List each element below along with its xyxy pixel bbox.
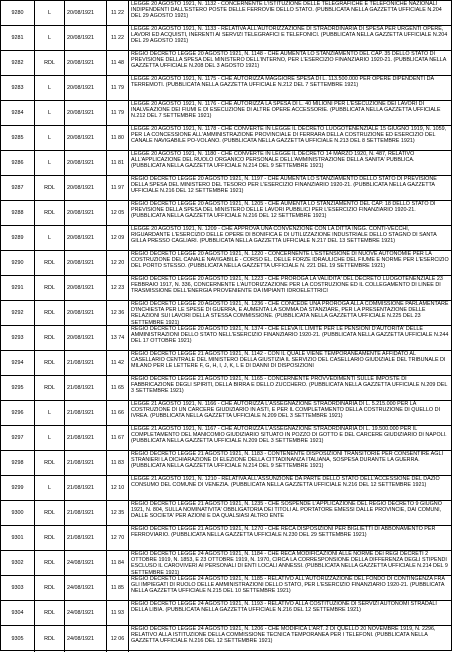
row-number	[1, 501, 35, 525]
page-reference	[107, 26, 129, 50]
act-date-text: 20/08/1921	[67, 209, 94, 216]
act-type-text: RDL	[44, 609, 55, 616]
act-type	[35, 176, 65, 200]
act-description	[129, 101, 451, 125]
act-description	[129, 201, 451, 225]
page-reference-text: 11 81	[110, 159, 125, 166]
act-description-text: REGIO DECRETO LEGGE 20 AGOSTO 1921, N. 1374 - CHE ELEVA IL LIMITE PER LE PENSIONI D'AUTORITA' DELLE AMMINISTRAZIONI DELLO STATO NELL'ESERCIZIO FINANZIARIO 1920-21. (PUBBLICATA NELLA GAZZETTA UFFICIALE N.244 DEL 17 OTTOBRE 1921)	[131, 326, 449, 345]
act-description-text: LEGGE 21 AGOSTO 1921, N. 1167 - CHE AUTORIZZA L'ASSEGNAZIONE STRAORDINARIA DI L. 19.500.000 PER IL COMPLETAMENTO DEL MANICOMIO GIUDIZIARIO SITUATO IN POZZO DI GOTTO E DEL CARCERE GIUDIZIARIO DI NAPOLI. (PUBBLICATA NELLA GAZZETTA UFFICIALE N.209 DEL 3 SETTEMBRE 1921)	[131, 426, 447, 445]
row-number	[1, 401, 35, 425]
act-date	[65, 1, 107, 25]
act-date-text: 20/08/1921	[67, 309, 94, 316]
act-date	[65, 376, 107, 400]
act-date	[65, 526, 107, 550]
page-reference-text: 12 35	[110, 509, 125, 516]
table-row	[1, 626, 451, 652]
page-reference	[107, 201, 129, 225]
act-description-text: REGIO DECRETO LEGGE 24 AGOSTO 1921, N. 1193 - RELATIVO ALLA COSTITUZIONE DI SERVIZI AUTONOMI STRADALI DELLA LIBIA. (PUBBLICATA NELLA GAZZETTA UFFICIALE N.216 DEL 12 SETTEMBRE 1921)	[131, 601, 437, 614]
act-type-text: RDL	[44, 635, 55, 642]
table-row	[1, 526, 451, 551]
page-reference	[107, 501, 129, 525]
row-number-text: 9290	[11, 259, 24, 266]
row-number-text: 9285	[11, 134, 24, 141]
table-row	[1, 151, 451, 176]
row-number-text: 9292	[11, 309, 24, 316]
page-reference-text: 12 10	[110, 484, 125, 491]
act-type-text: RDL	[44, 334, 55, 341]
act-date-text: 20/08/1921	[67, 184, 94, 191]
act-description-text: REGIO DECRETO LEGGE 21 AGOSTO 1921, N. 1235 - CHE SOSPENDE L'APPLICAZIONE DEL REGIO DECRETO 9 GIUGNO 1921, N. 804, SULLA NOMINATIVITA' OBBLIGATORIA DEI TITOLI AL PORTATORE EMESSI DALLE PROVINCIE, DAI COMUNI, DALLE SOCIETA' PER AZIONI E DA QUALSIASI ALTRO ENTE	[131, 501, 442, 520]
act-type-text: RDL	[44, 559, 55, 566]
table-row	[1, 176, 451, 201]
act-description	[129, 176, 451, 200]
row-number	[1, 601, 35, 625]
act-date	[65, 301, 107, 325]
act-date-text: 20/08/1921	[67, 284, 94, 291]
act-description-text: LEGGE 20 AGOSTO 1921, N. 1180 - CHE CONVERTE IN LEGGE IL DECRETO 14 MARZO 1920, N. 487, RELATIVO ALL'APPLICAZIONE DEL RUOLO ORGANICO PERSONALE DELL'AMMINISTRAZIONE DELLA SANITA' PUBBLICA. (PUBBLICATA NELLA GAZZETTA UFFICIALE N.214 DEL 9 SETTEMBRE 1921)	[131, 151, 415, 170]
page-reference-text: 11 22	[110, 34, 125, 41]
table-row	[1, 251, 451, 276]
act-date-text: 24/08/1921	[67, 609, 94, 616]
act-type-text: L	[48, 409, 51, 416]
act-description	[129, 501, 451, 525]
act-type-text: RDL	[44, 309, 55, 316]
act-date-text: 21/08/1921	[67, 534, 94, 541]
table-row	[1, 426, 451, 451]
table-row	[1, 1, 451, 26]
act-description-text: REGIO DECRETO LEGGE 21 AGOSTO 1921, N. 1142 - CON IL QUALE VIENE TEMPORANEAMENTE AFFIDATO AL CASELLARIO CENTRALE DEL MINISTERO DELLA GIUSTIZIA IL SERVIZIO DEL CASELLARIO GIUDIZIALE DEL TRIBUNALE DI MILANO PER LE LETTERE F, G, H, I, J, K, L E DI DANNI DI DISPOSIZIONI	[131, 351, 446, 370]
page-reference	[107, 426, 129, 450]
act-date	[65, 476, 107, 500]
act-date	[65, 601, 107, 625]
act-date	[65, 326, 107, 350]
row-number	[1, 326, 35, 350]
act-type-text: RDL	[44, 509, 55, 516]
act-description-text: LEGGE 20 AGOSTO 1921, N. 1132 - CONCERNENTE L'ISTITUZIONE DELLE TELEGRAFICHE E TELEFONICHE NAZIONALI INDIPENDENTI DALL'ESTERO POSTE DELLE FERROVIE DELLO STATO. (PUBBLICATA NELLA GAZZETTA UFFICIALE N.204 DEL 29 AGOSTO 1921)	[131, 1, 442, 20]
page-reference-text: 11 42	[110, 359, 125, 366]
act-date	[65, 501, 107, 525]
act-type-text: RDL	[44, 184, 55, 191]
page-reference	[107, 601, 129, 625]
act-type-text: L	[48, 34, 51, 41]
row-number-text: 9284	[11, 109, 24, 116]
act-type	[35, 51, 65, 75]
act-date	[65, 251, 107, 275]
page-reference	[107, 251, 129, 275]
act-date-text: 21/08/1921	[67, 484, 94, 491]
row-number-text: 9300	[11, 509, 24, 516]
act-type-text: RDL	[44, 459, 55, 466]
page-reference	[107, 626, 129, 652]
page-reference	[107, 351, 129, 375]
act-description-text: REGIO DECRETO LEGGE 20 AGOSTO 1921, N. 1148 - CHE AUMENTA LO STANZIAMENTO DEL CAP. 35 DELLO STATO DI PREVISIONE DELLA SPESA DEL MINISTERO DELL'INTERNO, PER L'ESERCIZIO FINANZIARIO 1920-21. (PUBBLICATA NELLA GAZZETTA UFFICIALE N.208 DEL 3 AGOSTO 1921)	[131, 51, 447, 70]
act-description	[129, 626, 451, 652]
table-row	[1, 351, 451, 376]
act-type	[35, 276, 65, 300]
act-type-text: L	[48, 159, 51, 166]
act-description	[129, 126, 451, 150]
act-type	[35, 76, 65, 100]
act-date-text: 21/08/1921	[67, 459, 94, 466]
act-type	[35, 551, 65, 575]
act-type	[35, 401, 65, 425]
act-date-text: 24/08/1921	[67, 584, 94, 591]
act-description-text: LEGGE 20 AGOSTO 1921, N. 1178 - CHE CONVERTE IN LEGGE IL DECRETO LUOGOTENENZIALE 15 GIUGNO 1919, N. 1059, PER LA CONCESSIONE ALL'AMMINISTRAZIONE PROVINCIALE DI FERRARA DELLA COSTRUZIONE ED ESERCIZIO DEL CANALE NAVIGABILE PO-VOLANO. (PUBBLICATA NELLA GAZZETTA UFFICIALE N.213 DEL 8 SETTEMBRE 1921)	[131, 126, 447, 145]
row-number	[1, 26, 35, 50]
page-reference-text: 11 80	[110, 134, 125, 141]
act-description	[129, 526, 451, 550]
act-type-text: L	[48, 234, 51, 241]
page-reference	[107, 226, 129, 250]
row-number-text: 9302	[11, 559, 24, 566]
act-description	[129, 26, 451, 50]
table-row	[1, 551, 451, 576]
row-number-text: 9296	[11, 409, 24, 416]
act-date	[65, 626, 107, 652]
page-reference	[107, 576, 129, 600]
row-number-text: 9298	[11, 459, 24, 466]
row-number	[1, 576, 35, 600]
act-date	[65, 451, 107, 475]
page-reference	[107, 51, 129, 75]
page-reference	[107, 126, 129, 150]
act-date-text: 21/08/1921	[67, 384, 94, 391]
act-type	[35, 101, 65, 125]
row-number	[1, 276, 35, 300]
row-number	[1, 376, 35, 400]
row-number	[1, 126, 35, 150]
act-description	[129, 426, 451, 450]
page-reference	[107, 301, 129, 325]
row-number-text: 9289	[11, 234, 24, 241]
table-row	[1, 276, 451, 301]
act-date-text: 20/08/1921	[67, 159, 94, 166]
act-date-text: 20/08/1921	[67, 334, 94, 341]
act-type	[35, 226, 65, 250]
act-description	[129, 476, 451, 500]
page-reference	[107, 526, 129, 550]
page-reference-text: 11 79	[110, 84, 125, 91]
act-type	[35, 251, 65, 275]
act-description-text: LEGGE 20 AGOSTO 1921, N. 1133 - RELATIVA ALL'AUTORIZZAZIONE DI STRAORDINARIA DI SPESA PER URGENTI OPERE, LAVORI ED ACQUISTI, INERENTI AI SERVIZI TELEGRAFICI E TELEFONICI. (PUBBLICATA NELLA GAZZETTA UFFICIALE N.204 DEL 29 AGOSTO 1921)	[131, 26, 448, 45]
act-description	[129, 451, 451, 475]
act-type-text: L	[48, 84, 51, 91]
act-date	[65, 176, 107, 200]
act-type	[35, 1, 65, 25]
act-description	[129, 351, 451, 375]
row-number-text: 9286	[11, 159, 24, 166]
page-reference-text: 11 79	[110, 109, 125, 116]
row-number-text: 9294	[11, 359, 24, 366]
act-description-text: REGIO DECRETO LEGGE 20 AGOSTO 1921, N. 1236 - CHE CONCEDE UNA PROROGA ALLA COMMISSIONE PARLAMENTARE D'INCHIESTA PER LE SPESE DI GUERRA, E AUMENTA LA SOMMA DA STANZIARE, PER LA PRESENTAZIONE DELLE RELAZIONI SUI LAVORI DELLA STESSA COMMISSIONE. (PUBBLICATA NELLA GAZZETTA UFFICIALE N.225 DEL 23 SETTEMBRE 1921)	[131, 301, 449, 325]
act-date	[65, 576, 107, 600]
table-row	[1, 476, 451, 501]
page-reference	[107, 401, 129, 425]
page-reference-text: 12 23	[110, 284, 125, 291]
table-row	[1, 126, 451, 151]
act-date	[65, 551, 107, 575]
act-date-text: 20/08/1921	[67, 259, 94, 266]
act-date	[65, 276, 107, 300]
act-description-text: REGIO DECRETO LEGGE 21 AGOSTO 1921, N. 1165 - CONCERNENTE PROVVEDIMENTI SULLE IMPOSTE DI FABBRICAZIONE DEGLI SPIRITI, DELLA BIRRA E DELLO ZUCCHERO. (PUBBLICATA NELLA GAZZETTA UFFICIALE N.209 DEL 3 SETTEMBRE 1921)	[131, 376, 448, 395]
table-row	[1, 501, 451, 526]
page-reference-text: 11 83	[110, 459, 125, 466]
act-date	[65, 76, 107, 100]
act-type	[35, 601, 65, 625]
page-reference-text: 12 70	[110, 534, 125, 541]
row-number	[1, 151, 35, 175]
row-number-text: 9287	[11, 184, 24, 191]
table-row	[1, 26, 451, 51]
act-date-text: 21/08/1921	[67, 509, 94, 516]
row-number-text: 9283	[11, 84, 24, 91]
act-type-text: L	[48, 134, 51, 141]
page-reference-text: 11 84	[110, 559, 125, 566]
act-description	[129, 376, 451, 400]
act-date	[65, 401, 107, 425]
page-reference-text: 12 05	[110, 209, 125, 216]
act-type	[35, 376, 65, 400]
row-number-text: 9280	[11, 9, 24, 16]
page-reference	[107, 451, 129, 475]
act-description	[129, 301, 451, 325]
act-date-text: 20/08/1921	[67, 34, 94, 41]
row-number	[1, 476, 35, 500]
row-number-text: 9288	[11, 209, 24, 216]
table-row	[1, 51, 451, 76]
act-description-text: LEGGE 21 AGOSTO 1921, N. 1166 - CHE AUTORIZZA L'ASSEGNAZIONE STRAORDINARIA DI L. 5.215.000 PER LA COSTRUZIONE DI UN CARCERE GIUDIZIARIO IN ASTI, E PER IL COMPLETAMENTO DELLA COSTRUZIONE DI QUELLO DI IVREA. (PUBBLICATA NELLA GAZZETTA UFFICIALE N.209 DEL 3 SETTEMBRE 1921)	[131, 401, 441, 420]
act-type	[35, 476, 65, 500]
act-description	[129, 1, 451, 25]
act-type-text: L	[48, 9, 51, 16]
table-row	[1, 326, 451, 351]
act-description	[129, 151, 451, 175]
row-number-text: 9297	[11, 434, 24, 441]
act-description-text: REGIO DECRETO LEGGE 20 AGOSTO 1921, N. 1220 - CONCERNENTE L'ESTENSIONE DI NUOVE AUTONOMIE PER LA COSTRUZIONE DEL CANALE NAVIGABILE - CORSO EL. DELLE FORZE IDRAULICHE DEL FIUME E NORME PER L'ESERCIZIO DEL PORTO STESSO. (PUBBLICATA NELLA GAZZETTA UFFICIALE N. 221 DEL 19 SETTEMBRE 1921)	[131, 251, 449, 270]
row-number-text: 9299	[11, 484, 24, 491]
page-reference-text: 12 36	[110, 309, 125, 316]
act-date-text: 21/08/1921	[67, 434, 94, 441]
table-row	[1, 451, 451, 476]
page-reference-text: 13 74	[110, 334, 125, 341]
act-description	[129, 51, 451, 75]
row-number-text: 9303	[11, 584, 24, 591]
act-type	[35, 326, 65, 350]
page-reference-text: 11 85	[110, 584, 125, 591]
act-description	[129, 251, 451, 275]
row-number	[1, 426, 35, 450]
row-number	[1, 451, 35, 475]
page-reference-text: 11 97	[110, 184, 125, 191]
act-type-text: RDL	[44, 359, 55, 366]
act-type-text: L	[48, 484, 51, 491]
act-type	[35, 626, 65, 652]
row-number	[1, 1, 35, 25]
act-description	[129, 326, 451, 350]
act-date-text: 21/08/1921	[67, 409, 94, 416]
act-description	[129, 576, 451, 600]
page-reference-text: 11 65	[110, 384, 125, 391]
act-type-text: RDL	[44, 384, 55, 391]
page-reference-text: 12 20	[110, 259, 125, 266]
page-reference-text: 11 67	[110, 434, 125, 441]
row-number	[1, 201, 35, 225]
row-number-text: 9301	[11, 534, 24, 541]
act-type	[35, 576, 65, 600]
act-type-text: L	[48, 109, 51, 116]
row-number-text: 9305	[11, 635, 24, 642]
table-row	[1, 376, 451, 401]
row-number-text: 9293	[11, 334, 24, 341]
act-description-text: LEGGE 20 AGOSTO 1921, N. 1175 - CHE AUTORIZZA MAGGIORE SPESA DI L. 113.500.000 PER OPERE DIPENDENTI DA TERREMOTI. (PUBBLICATA NELLA GAZZETTA UFFICIALE N.212 DEL 7 SETTEMBRE 1921)	[131, 76, 434, 89]
table-row	[1, 601, 451, 626]
act-date	[65, 101, 107, 125]
act-description	[129, 551, 451, 575]
row-number-text: 9282	[11, 59, 24, 66]
act-type	[35, 351, 65, 375]
table-row	[1, 76, 451, 101]
row-number	[1, 251, 35, 275]
page-reference-text: 11 22	[110, 9, 125, 16]
act-date	[65, 151, 107, 175]
page-reference	[107, 551, 129, 575]
page-reference	[107, 1, 129, 25]
table-body	[1, 1, 451, 652]
page-reference	[107, 476, 129, 500]
act-description-text: LEGGE 20 AGOSTO 1921, N. 1209 - CHE APPROVA UNA CONVENZIONE CON LA DITTA INGG. CONTI-VECCHI, RIGUARDANTE L'ESERCIZIO DELLE OPERE DI BONIFICA E DI UTILIZZAZIONE INDUSTRIALE DELLO STAGNO DI SANTA GILLA PRESSO CAGLIARI. (PUBBLICATA NELLA GAZZETTA UFFICIALE N.217 DEL 13 SETTEMBRE 1921)	[131, 226, 437, 245]
act-date-text: 20/08/1921	[67, 84, 94, 91]
act-description-text: REGIO DECRETO LEGGE 20 AGOSTO 1921, N. 1223 - CHE PROROGA LA VALIDITA' DEL DECRETO LUOGOTENENZIALE 23 FEBBRAIO 1917, N. 336, CONCERNENTE L'AUTORIZZAZIONE PER LA COSTRUZIONE ED IL COLLEGAMENTO DI LINEE DI TRASMISSIONE DELL'ENERGIA PROVENIENTE DA IMPIANTI IDROELETTRICI	[131, 276, 443, 295]
act-description-text: REGIO DECRETO LEGGE 20 AGOSTO 1921, N. 1205 - CHE AUMENTA LO STANZIAMENTO DEL CAP. 18 DELLO STATO DI PREVISIONE DELLA SPESA DEL MINISTERO DELLE LAVORI PUBBLICI PER L'ESERCIZIO FINANZIARIO 1920-21. (PUBBLICATA NELLA GAZZETTA UFFICIALE N.216 DEL 12 SETTEMBRE 1921)	[131, 201, 436, 220]
act-type	[35, 301, 65, 325]
act-type-text: RDL	[44, 259, 55, 266]
act-date-text: 20/08/1921	[67, 134, 94, 141]
row-number	[1, 526, 35, 550]
table-row	[1, 301, 451, 326]
act-description-text: LEGGE 21 AGOSTO 1921, N. 1210 - RELATIVA ALL'ASSUNZIONE DA PARTE DELLO STATO DELL'ACCESSIONE DEL DAZIO CONSUMO DEL COMUNE DI VENEZIA. (PUBBLICATA NELLA GAZZETTA UFFICIALE N.216 DEL 12 SETTEMBRE 1921)	[131, 476, 440, 489]
act-date	[65, 126, 107, 150]
page-reference	[107, 376, 129, 400]
act-type-text: RDL	[44, 59, 55, 66]
page-reference	[107, 326, 129, 350]
act-date-text: 20/08/1921	[67, 59, 94, 66]
row-number	[1, 226, 35, 250]
page-reference-text: 12 09	[110, 234, 125, 241]
act-date	[65, 51, 107, 75]
act-description	[129, 226, 451, 250]
page-reference-text: 11 66	[110, 409, 125, 416]
act-type	[35, 426, 65, 450]
act-date	[65, 426, 107, 450]
act-date-text: 24/08/1921	[67, 635, 94, 642]
act-description-text: REGIO DECRETO LEGGE 20 AGOSTO 1921, N. 1197 - CHE AUMENTA LO STANZIAMENTO DELLO STATO DI PREVISIONE DELLA SPESA DEL MINISTERO DEL TESORO PER L'ESERCIZIO FINANZIARIO 1920-21. (PUBBLICATA NELLA GAZZETTA UFFICIALE N.216 DEL 12 SETTEMBRE 1921)	[131, 176, 437, 195]
act-date	[65, 226, 107, 250]
act-type	[35, 126, 65, 150]
act-date-text: 20/08/1921	[67, 234, 94, 241]
act-date-text: 20/08/1921	[67, 109, 94, 116]
act-type-text: RDL	[44, 534, 55, 541]
row-number	[1, 351, 35, 375]
act-date-text: 20/08/1921	[67, 9, 94, 16]
act-type	[35, 501, 65, 525]
act-type-text: L	[48, 434, 51, 441]
act-description-text: REGIO DECRETO LEGGE 24 AGOSTO 1921, N. 1184 - CHE RECA MODIFICAZIONI ALLE NORME DEI REGI DECRETI 2 OTTOBRE 1919, N. 1853, E 23 OTTOBRE 1919, N. 1970, CIRCA LA CORRESPONSIONE DELLA DIFFERENZA DEGLI STIPENDI ESCLUSO IL CAROVIVERI AI PERSONALI DI ENTI LOCALI ANNESSI. (PUBBLICATA NELLA GAZZETTA UFFICIALE N.214 DEL 9 SETTEMBRE 1921)	[131, 551, 448, 575]
row-number-text: 9295	[11, 384, 24, 391]
page-reference-text: 11 93	[110, 609, 125, 616]
page-reference	[107, 101, 129, 125]
act-type	[35, 451, 65, 475]
page-reference	[107, 276, 129, 300]
act-type	[35, 26, 65, 50]
act-type	[35, 526, 65, 550]
row-number	[1, 76, 35, 100]
page-reference	[107, 76, 129, 100]
table-row	[1, 201, 451, 226]
row-number	[1, 551, 35, 575]
act-type-text: RDL	[44, 284, 55, 291]
act-description	[129, 276, 451, 300]
act-type	[35, 151, 65, 175]
row-number	[1, 301, 35, 325]
page-reference-text: 11 48	[110, 59, 125, 66]
act-description-text: REGIO DECRETO LEGGE 21 AGOSTO 1921, N. 1183 - CONTENENTE DISPOSIZIONI TRANSITORIE PER CONSENTIRE AGLI STRANIERI LA DICHIARAZIONE DI ELEZIONE DELLA CITTADINANZA ITALIANA, SOSPESA DURANTE LA GUERRA. (PUBBLICATA NELLA GAZZETTA UFFICIALE N.214 DEL 9 SETTEMBRE 1921)	[131, 451, 443, 470]
table-row	[1, 101, 451, 126]
act-date	[65, 26, 107, 50]
page-reference	[107, 176, 129, 200]
act-description-text: LEGGE 20 AGOSTO 1921, N. 1176 - CHE AUTORIZZA LA SPESA DI L. 40 MILIONI PER L'ESECUZIONE DEI LAVORI DI INALVEAZIONE DEI FIUMI E DI ESECUZIONE DI ALTRE OPERE ACCESSORIE. (PUBBLICATA NELLA GAZZETTA UFFICIALE N.212 DEL 7 SETTEMBRE 1921)	[131, 101, 441, 120]
act-description	[129, 76, 451, 100]
act-type-text: RDL	[44, 209, 55, 216]
act-type	[35, 201, 65, 225]
table-row	[1, 226, 451, 251]
table-row	[1, 576, 451, 601]
act-date-text: 21/08/1921	[67, 359, 94, 366]
row-number	[1, 626, 35, 652]
act-description-text: REGIO DECRETO LEGGE 24 AGOSTO 1921, N. 1185 - RELATIVO ALL'AUTORIZZAZIONE DEL FONDO DI CONTINGENZA FRA GLI IMPIEGATI DI RUOLO DELLE AMMINISTRAZIONI DELLO STATO, PER L'ESERCIZIO FINANZIARIO 1920-21. (PUBBLICATA NELLA GAZZETTA UFFICIALE N.215 DEL 10 SETTEMBRE 1921)	[131, 576, 445, 595]
act-type-text: RDL	[44, 584, 55, 591]
page-reference	[107, 151, 129, 175]
act-date	[65, 351, 107, 375]
row-number-text: 9291	[11, 284, 24, 291]
row-number-text: 9304	[11, 609, 24, 616]
act-description-text: REGIO DECRETO LEGGE 21 AGOSTO 1921, N. 1270 - CHE RECA DISPOSIZIONI PER BIGLIETTI DI ABBONAMENTO PER FERROVIARIO. (PUBBLICATA NELLA GAZZETTA UFFICIALE N.230 DEL 29 SETTEMBRE 1921)	[131, 526, 436, 539]
act-description	[129, 601, 451, 625]
row-number	[1, 51, 35, 75]
act-date-text: 24/08/1921	[67, 559, 94, 566]
table-row	[1, 401, 451, 426]
page-reference-text: 12 06	[110, 635, 125, 642]
act-date	[65, 201, 107, 225]
act-description	[129, 401, 451, 425]
row-number	[1, 101, 35, 125]
row-number	[1, 176, 35, 200]
row-number-text: 9281	[11, 34, 24, 41]
act-description-text: REGIO DECRETO LEGGE 24 AGOSTO 1921, N. 1206 - CHE MODIFICA L'ART. 2 DI QUELLO 20 NOVEMBRE 1919, N. 2296, RELATIVO ALLA ISTITUZIONE DELLA COMMISSIONE TECNICA TEMPORANEA PER I TELEFONI. (PUBBLICATA NELLA GAZZETTA UFFICIALE N.216 DEL 12 SETTEMBRE 1921)	[131, 626, 436, 645]
